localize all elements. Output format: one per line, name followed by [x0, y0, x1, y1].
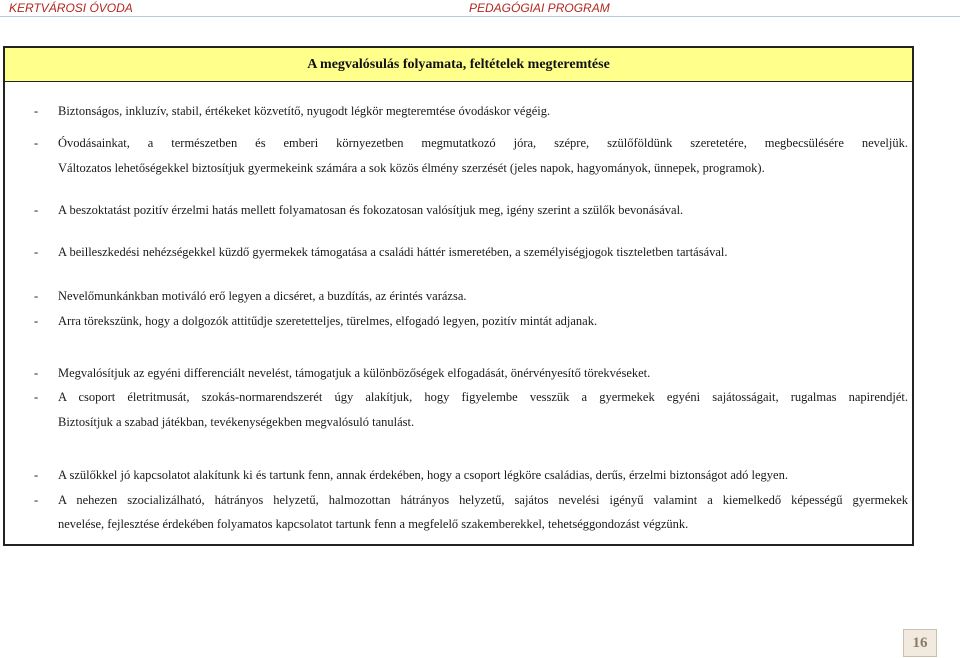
- list-item-text: Arra törekszünk, hogy a dolgozók attitűdje szeretetteljes, türelmes, elfogadó legyen, pozitív mintát adjanak.: [58, 314, 598, 328]
- list-bullet: -: [34, 289, 39, 303]
- header-institution: KERTVÁROSI ÓVODA: [9, 1, 133, 15]
- list-item-text: A nehezen szocializálható, hátrányos helyzetű, halmozottan hátrányos helyzetű, sajátos nevelési igényű valamint a kiemelkedő képességű gyermekek: [58, 493, 908, 507]
- header-divider: [0, 16, 960, 17]
- page-number: 16: [903, 629, 937, 657]
- list-bullet: -: [34, 493, 39, 507]
- list-item-text: A szülőkkel jó kapcsolatot alakítunk ki és tartunk fenn, annak érdekében, hogy a csoport légköre családias, derűs, érzelmi biztonságot adó legyen.: [58, 468, 788, 482]
- list-item-text: Nevelőmunkánkban motiváló erő legyen a dicséret, a buzdítás, az érintés varázsa.: [58, 289, 467, 303]
- list-item-text: A beszoktatást pozitív érzelmi hatás mellett folyamatosan és fokozatosan valósítjuk meg, igény szerint a szülők bevonásával.: [58, 203, 684, 217]
- list-item-text: Biztonságos, inkluzív, stabil, értékeket közvetítő, nyugodt légkör megteremtése óvodáskor végéig.: [58, 104, 551, 118]
- list-bullet: -: [34, 314, 39, 328]
- list-bullet: -: [34, 366, 39, 380]
- list-bullet: -: [34, 468, 39, 482]
- list-item-text: Megvalósítjuk az egyéni differenciált nevelést, támogatjuk a különbözőségek elfogadását, önérvényesítő törekvéseket.: [58, 366, 651, 380]
- title-band: [5, 48, 912, 82]
- list-bullet: -: [34, 203, 39, 217]
- list-bullet: -: [34, 390, 39, 404]
- list-item-text: A csoport életritmusát, szokás-normarendszerét úgy alakítjuk, hogy figyelembe vesszük a gyermekek egyéni sajátosságait, rugalmas napirendjét.: [58, 390, 908, 404]
- section-title: A megvalósulás folyamata, feltételek megteremtése: [307, 57, 610, 72]
- list-item-text: Biztosítjuk a szabad játékban, tevékenységekben megvalósuló tanulást.: [58, 415, 415, 429]
- content-box: [3, 46, 914, 546]
- list-item-text: Óvodásainkat, a természetben és emberi környezetben megmutatkozó jóra, szépre, szülőföldünk szeretetére, megbecsülésére neveljük.: [58, 136, 908, 150]
- list-bullet: -: [34, 245, 39, 259]
- list-bullet: -: [34, 104, 39, 118]
- list-item-text: Változatos lehetőségekkel biztosítjuk gyermekeink számára a sok közös élmény szerzését (jeles napok, hagyományok, ünnepek, programok).: [58, 161, 765, 175]
- header-document-title: PEDAGÓGIAI PROGRAM: [469, 1, 610, 15]
- page-header: [0, 0, 960, 17]
- list-item-text: nevelése, fejlesztése érdekében folyamatos kapcsolatot tartunk fenn a megfelelő szakemberekkel, tehetséggondozást végzünk.: [58, 517, 689, 531]
- list-item-text: A beilleszkedési nehézségekkel küzdő gyermekek támogatása a családi háttér ismeretében, a személyiségjogok tiszteletben tartásával.: [58, 245, 728, 259]
- list-bullet: -: [34, 136, 39, 150]
